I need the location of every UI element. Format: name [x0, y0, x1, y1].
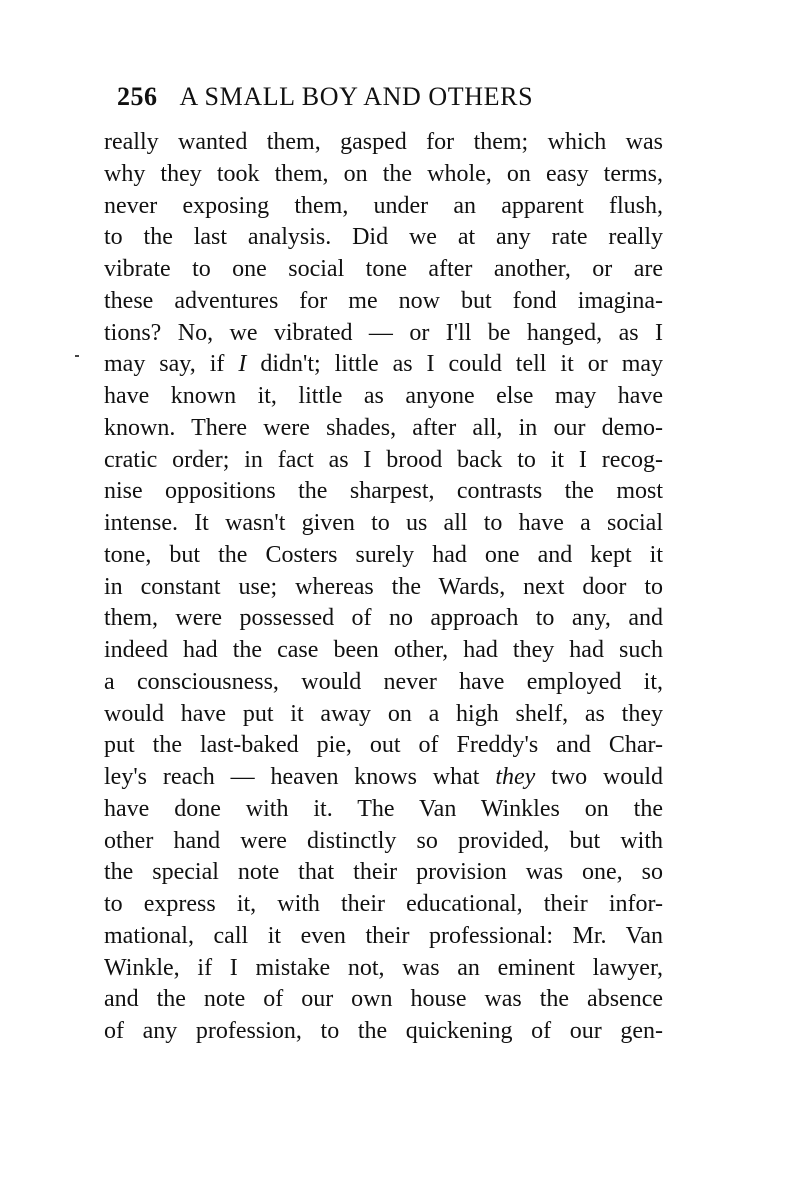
margin-mark [75, 355, 79, 357]
text-line: would have put it away on a high shelf, as they [104, 700, 663, 727]
running-title: A SMALL BOY AND OTHERS [179, 82, 534, 111]
text-line: tone, but the Costers surely had one and kept it [104, 541, 663, 568]
page-number: 256 [117, 82, 158, 111]
text-line: in constant use; whereas the Wards, next door to [104, 573, 663, 600]
text-line [104, 349, 663, 381]
italic-word: I [238, 351, 247, 378]
text-line: really wanted them, gasped for them; which was [104, 129, 663, 155]
text-line [104, 762, 663, 794]
text-line: vibrate to one social tone after another, or are [104, 256, 663, 282]
text-line: Winkle, if I mistake not, was an eminent lawyer, [104, 954, 663, 981]
text-line: known. There were shades, after all, in our demo- [104, 414, 663, 441]
text-segment: two would [551, 764, 663, 790]
text-line: to express it, with their educational, their infor- [104, 891, 663, 917]
text-line: intense. It wasn't given to us all to have a social [104, 510, 663, 536]
text-line: to the last analysis. Did we at any rate really [104, 224, 663, 251]
text-line: them, were possessed of no approach to any, and [104, 605, 663, 632]
text-segment: may say, if [104, 351, 225, 378]
text-segment: didn't; little as I could tell it or may [260, 351, 663, 378]
italic-word: they [495, 764, 536, 790]
text-line: of any profession, to the quickening of our gen- [104, 1018, 663, 1044]
text-line: never exposing them, under an apparent flush, [104, 192, 663, 219]
text-line: put the last-baked pie, out of Freddy's and Char- [104, 732, 663, 759]
text-line: mational, call it even their professional: Mr. Van [104, 922, 663, 949]
text-line: indeed had the case been other, had they had such [104, 637, 663, 663]
text-line: have known it, little as anyone else may have [104, 383, 663, 409]
text-line: have done with it. The Van Winkles on the [104, 795, 663, 822]
text-line: the special note that their provision was one, so [104, 859, 663, 886]
text-line: tions? No, we vibrated — or I'll be hanged, as I [104, 319, 663, 346]
body-text [104, 127, 663, 1048]
text-line: a consciousness, would never have employed it, [104, 668, 663, 695]
text-line: why they took them, on the whole, on easy terms, [104, 160, 663, 187]
text-line: and the note of our own house was the absence [104, 986, 663, 1013]
text-line: other hand were distinctly so provided, but with [104, 827, 663, 854]
text-segment: ley's reach — heaven knows what [104, 764, 480, 790]
running-head [117, 80, 677, 114]
text-line: cratic order; in fact as I brood back to it I recog- [104, 446, 663, 473]
text-line: these adventures for me now but fond imagina- [104, 287, 663, 314]
text-line: nise oppositions the sharpest, contrasts the most [104, 478, 663, 505]
